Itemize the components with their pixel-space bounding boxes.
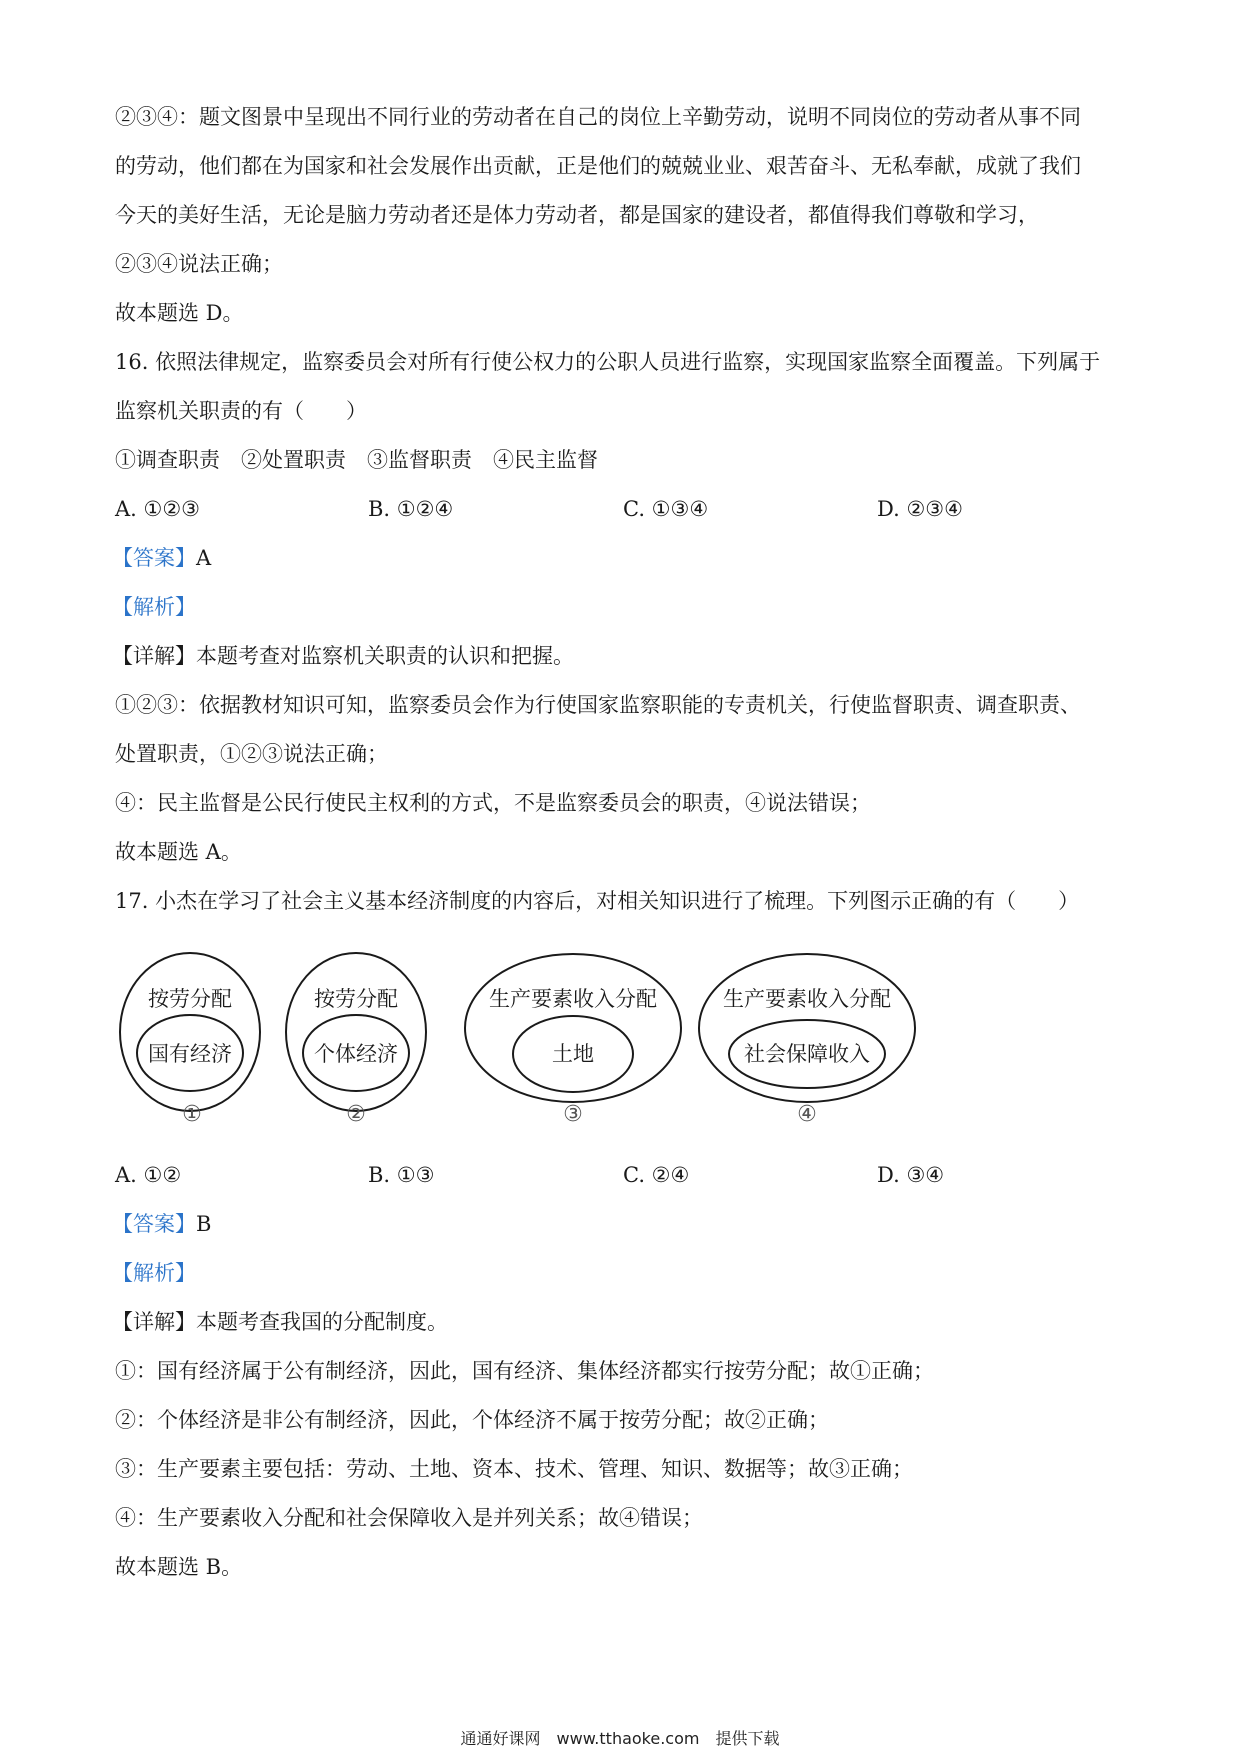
- diagram-1-outer-label: 按劳分配: [148, 987, 232, 1011]
- diagram-4-number: ④: [797, 1102, 817, 1127]
- q17-stem: 17. 小杰在学习了社会主义基本经济制度的内容后，对相关知识进行了梳理。下列图示正确的有（ ）: [115, 889, 1080, 913]
- q16-detail-line-2: ①②③：依据教材知识可知，监察委员会作为行使国家监察职能的专责机关，行使监督职责、调查职责、: [115, 693, 1081, 717]
- q17-detail-line-2: ①：国有经济属于公有制经济，因此，国有经济、集体经济都实行按劳分配；故①正确；: [115, 1359, 934, 1383]
- diagram-3-number: ③: [563, 1102, 583, 1127]
- q17-answer: [112, 1209, 211, 1239]
- q17-option-d: D. ③④: [877, 1163, 945, 1187]
- prev-text-line-4: ②③④说法正确；: [115, 252, 283, 276]
- q17-option-c: C. ②④: [623, 1163, 690, 1187]
- prev-text-line-3: 今天的美好生活，无论是脑力劳动者还是体力劳动者，都是国家的建设者，都值得我们尊敬和学习，: [115, 203, 1039, 227]
- diagram-2-number: ②: [346, 1102, 366, 1127]
- q17-detail-line-1: [112, 1307, 448, 1337]
- diagram-1-outer-circle: [120, 953, 260, 1111]
- diagram-2-outer-circle: [286, 953, 426, 1111]
- q16-analysis-label: 【解析】: [112, 595, 196, 619]
- q16-detail-label: 【详解】: [112, 644, 196, 668]
- q17-detail-line-3: ②：个体经济是非公有制经济，因此，个体经济不属于按劳分配；故②正确；: [115, 1408, 829, 1432]
- prev-text-line-2: 的劳动，他们都在为国家和社会发展作出贡献，正是他们的兢兢业业、艰苦奋斗、无私奉献，成就了我们: [115, 154, 1081, 178]
- q17-venn-diagrams: [110, 942, 930, 1142]
- diagram-4-inner-label: 社会保障收入: [744, 1042, 870, 1066]
- diagram-3-outer-label: 生产要素收入分配: [489, 987, 657, 1011]
- q17-option-b: B. ①③: [368, 1163, 435, 1187]
- q16-stem-line-2: 监察机关职责的有（ ）: [115, 399, 367, 423]
- q16-stem-line-1: 16. 依照法律规定，监察委员会对所有行使公权力的公职人员进行监察，实现国家监察全面覆盖。下列属于: [115, 350, 1101, 374]
- prev-text-line-1: ②③④：题文图景中呈现出不同行业的劳动者在自己的岗位上辛勤劳动，说明不同岗位的劳动者从事不同: [115, 105, 1081, 129]
- diagram-4-outer-circle: [699, 954, 915, 1102]
- q16-conclusion: 故本题选 A。: [115, 840, 242, 864]
- q16-answer-value: A: [196, 546, 212, 570]
- q16-detail-line-3: 处置职责，①②③说法正确；: [115, 742, 388, 766]
- q16-items: ①调查职责 ②处置职责 ③监督职责 ④民主监督: [115, 448, 598, 472]
- diagram-3-inner-label: 土地: [552, 1042, 594, 1066]
- page-footer: 通通好课网 www.tthaoke.com 提供下载: [460, 1729, 780, 1748]
- q17-conclusion: 故本题选 B。: [115, 1555, 243, 1579]
- q17-detail-line-5: ④：生产要素收入分配和社会保障收入是并列关系；故④错误；: [115, 1506, 703, 1530]
- diagram-4-outer-label: 生产要素收入分配: [723, 987, 891, 1011]
- q16-option-a: A. ①②③: [115, 497, 200, 521]
- q16-answer: [112, 543, 211, 573]
- prev-conclusion: 故本题选 D。: [115, 301, 244, 325]
- diagram-3-outer-circle: [465, 954, 681, 1102]
- q16-answer-label: 【答案】: [112, 546, 196, 570]
- q17-analysis-label: 【解析】: [112, 1261, 196, 1285]
- diagram-1-inner-label: 国有经济: [148, 1042, 232, 1066]
- q17-detail-text: 本题考查我国的分配制度。: [196, 1310, 448, 1334]
- q17-answer-value: B: [196, 1212, 212, 1236]
- diagram-1-number: ①: [182, 1102, 202, 1127]
- q16-option-b: B. ①②④: [368, 497, 454, 521]
- q16-detail-line-1: [112, 641, 574, 671]
- q17-detail-label: 【详解】: [112, 1310, 196, 1334]
- diagram-2-outer-label: 按劳分配: [314, 987, 398, 1011]
- q16-option-d: D. ②③④: [877, 497, 963, 521]
- q16-option-c: C. ①③④: [623, 497, 709, 521]
- q17-option-a: A. ①②: [115, 1163, 182, 1187]
- q16-detail-text: 本题考查对监察机关职责的认识和把握。: [196, 644, 574, 668]
- q16-detail-line-4: ④：民主监督是公民行使民主权利的方式，不是监察委员会的职责，④说法错误；: [115, 791, 871, 815]
- q17-answer-label: 【答案】: [112, 1212, 196, 1236]
- diagram-2-inner-label: 个体经济: [314, 1042, 398, 1066]
- q17-detail-line-4: ③：生产要素主要包括：劳动、土地、资本、技术、管理、知识、数据等；故③正确；: [115, 1457, 913, 1481]
